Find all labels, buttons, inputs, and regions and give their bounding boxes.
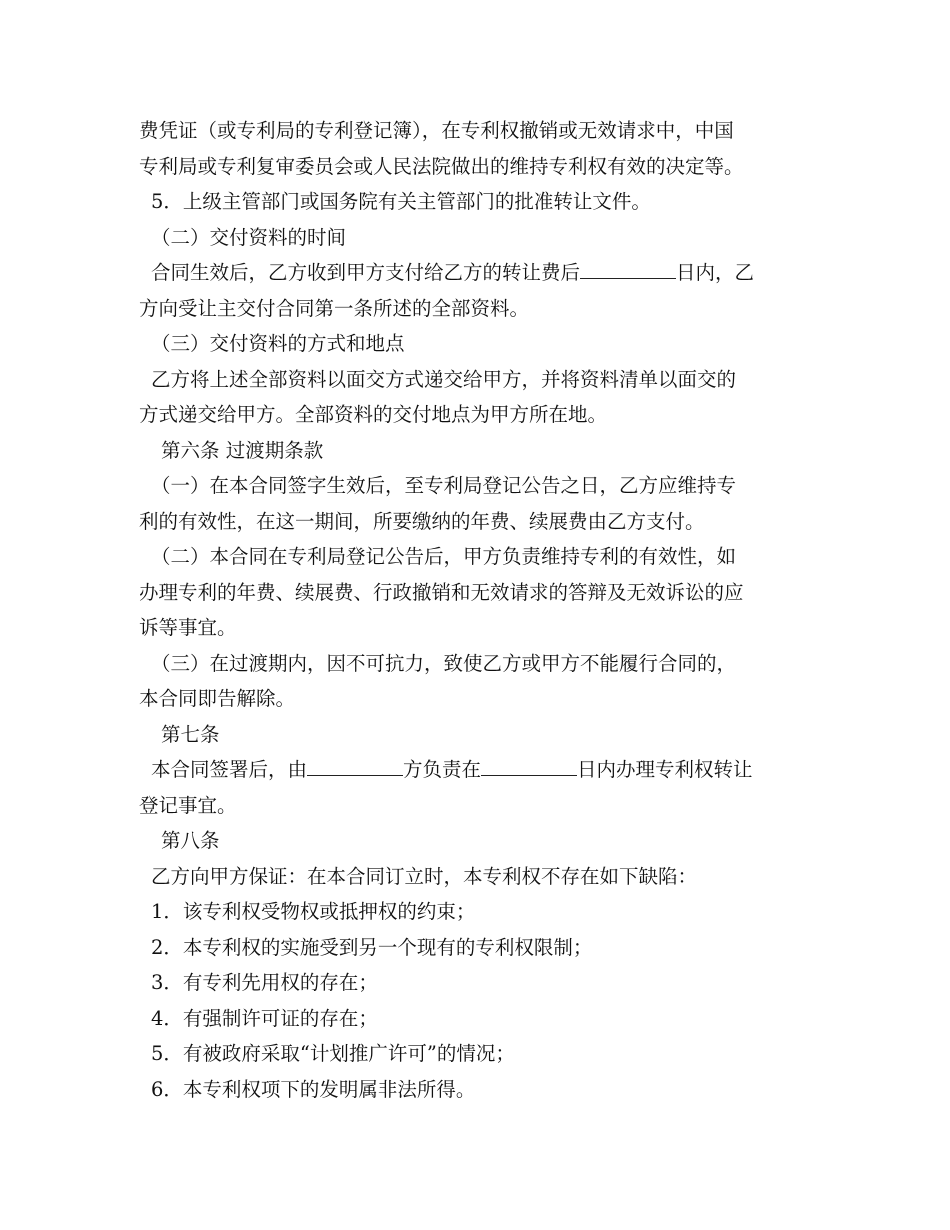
list-item: 4．有强制许可证的存在； bbox=[151, 1006, 378, 1030]
article-heading: 第六条 过渡期条款 bbox=[161, 438, 324, 462]
fill-in-blank[interactable] bbox=[580, 260, 676, 279]
article-heading: 第八条 bbox=[161, 829, 220, 852]
document-body bbox=[139, 113, 819, 1107]
text-segment: 本合同签署后，由 bbox=[151, 758, 308, 781]
text-line: （一）在本合同签字生效后，至专利局登记公告之日，乙方应维持专 bbox=[151, 474, 737, 497]
list-item: 5．上级主管部门或国务院有关主管部门的批准转让文件。 bbox=[151, 190, 651, 213]
list-item: 3．有专利先用权的存在； bbox=[151, 971, 378, 994]
text-line: 专利局或专利复审委员会或人民法院做出的维持专利权有效的决定等。 bbox=[139, 154, 744, 178]
text-segment: 方负责在 bbox=[403, 758, 482, 781]
fill-in-blank[interactable] bbox=[307, 757, 403, 776]
text-line bbox=[139, 752, 819, 788]
text-line: （二）本合同在专利局登记公告后，甲方负责维持专利的有效性，如 bbox=[151, 545, 737, 568]
text-line: 办理专利的年费、续展费、行政撤销和无效请求的答辩及无效诉讼的应 bbox=[139, 580, 744, 604]
text-line: 利的有效性，在这一期间，所要缴纳的年费、续展费由乙方支付。 bbox=[139, 509, 705, 533]
list-item: 5．有被政府采取“计划推广许可”的情况； bbox=[151, 1042, 515, 1065]
text-line: 方式递交给甲方。全部资料的交付地点为甲方所在地。 bbox=[139, 403, 608, 426]
text-line: 方向受让主交付合同第一条所述的全部资料。 bbox=[139, 296, 530, 320]
text-line: （三）在过渡期内，因不可抗力，致使乙方或甲方不能履行合同的， bbox=[151, 651, 737, 675]
text-segment: 合同生效后，乙方收到甲方支付给乙方的转让费后 bbox=[151, 261, 581, 284]
text-line: 乙方将上述全部资料以面交方式递交给甲方，并将资料清单以面交的 bbox=[151, 367, 737, 391]
article-heading: 第七条 bbox=[161, 722, 220, 746]
text-line: 登记事宜。 bbox=[139, 793, 237, 817]
list-item: 1．该专利权受物权或抵押权的约束； bbox=[151, 900, 476, 923]
text-line: 乙方向甲方保证：在本合同订立时，本专利权不存在如下缺陷： bbox=[151, 864, 698, 888]
fill-in-blank[interactable] bbox=[481, 757, 577, 776]
text-line: 本合同即告解除。 bbox=[139, 687, 296, 710]
section-heading: （二）交付资料的时间 bbox=[151, 225, 347, 249]
list-item: 2．本专利权的实施受到另一个现有的专利权限制； bbox=[151, 935, 593, 959]
text-segment: 日内，乙 bbox=[676, 261, 755, 284]
text-line: 费凭证（或专利局的专利登记簿），在专利权撤销或无效请求中，中国 bbox=[139, 119, 734, 142]
text-segment: 日内办理专利权转让 bbox=[577, 758, 753, 781]
text-line: 诉等事宜。 bbox=[139, 616, 237, 639]
list-item: 6．本专利权项下的发明属非法所得。 bbox=[151, 1077, 476, 1101]
section-heading: （三）交付资料的方式和地点 bbox=[151, 332, 405, 355]
text-line bbox=[139, 255, 819, 291]
